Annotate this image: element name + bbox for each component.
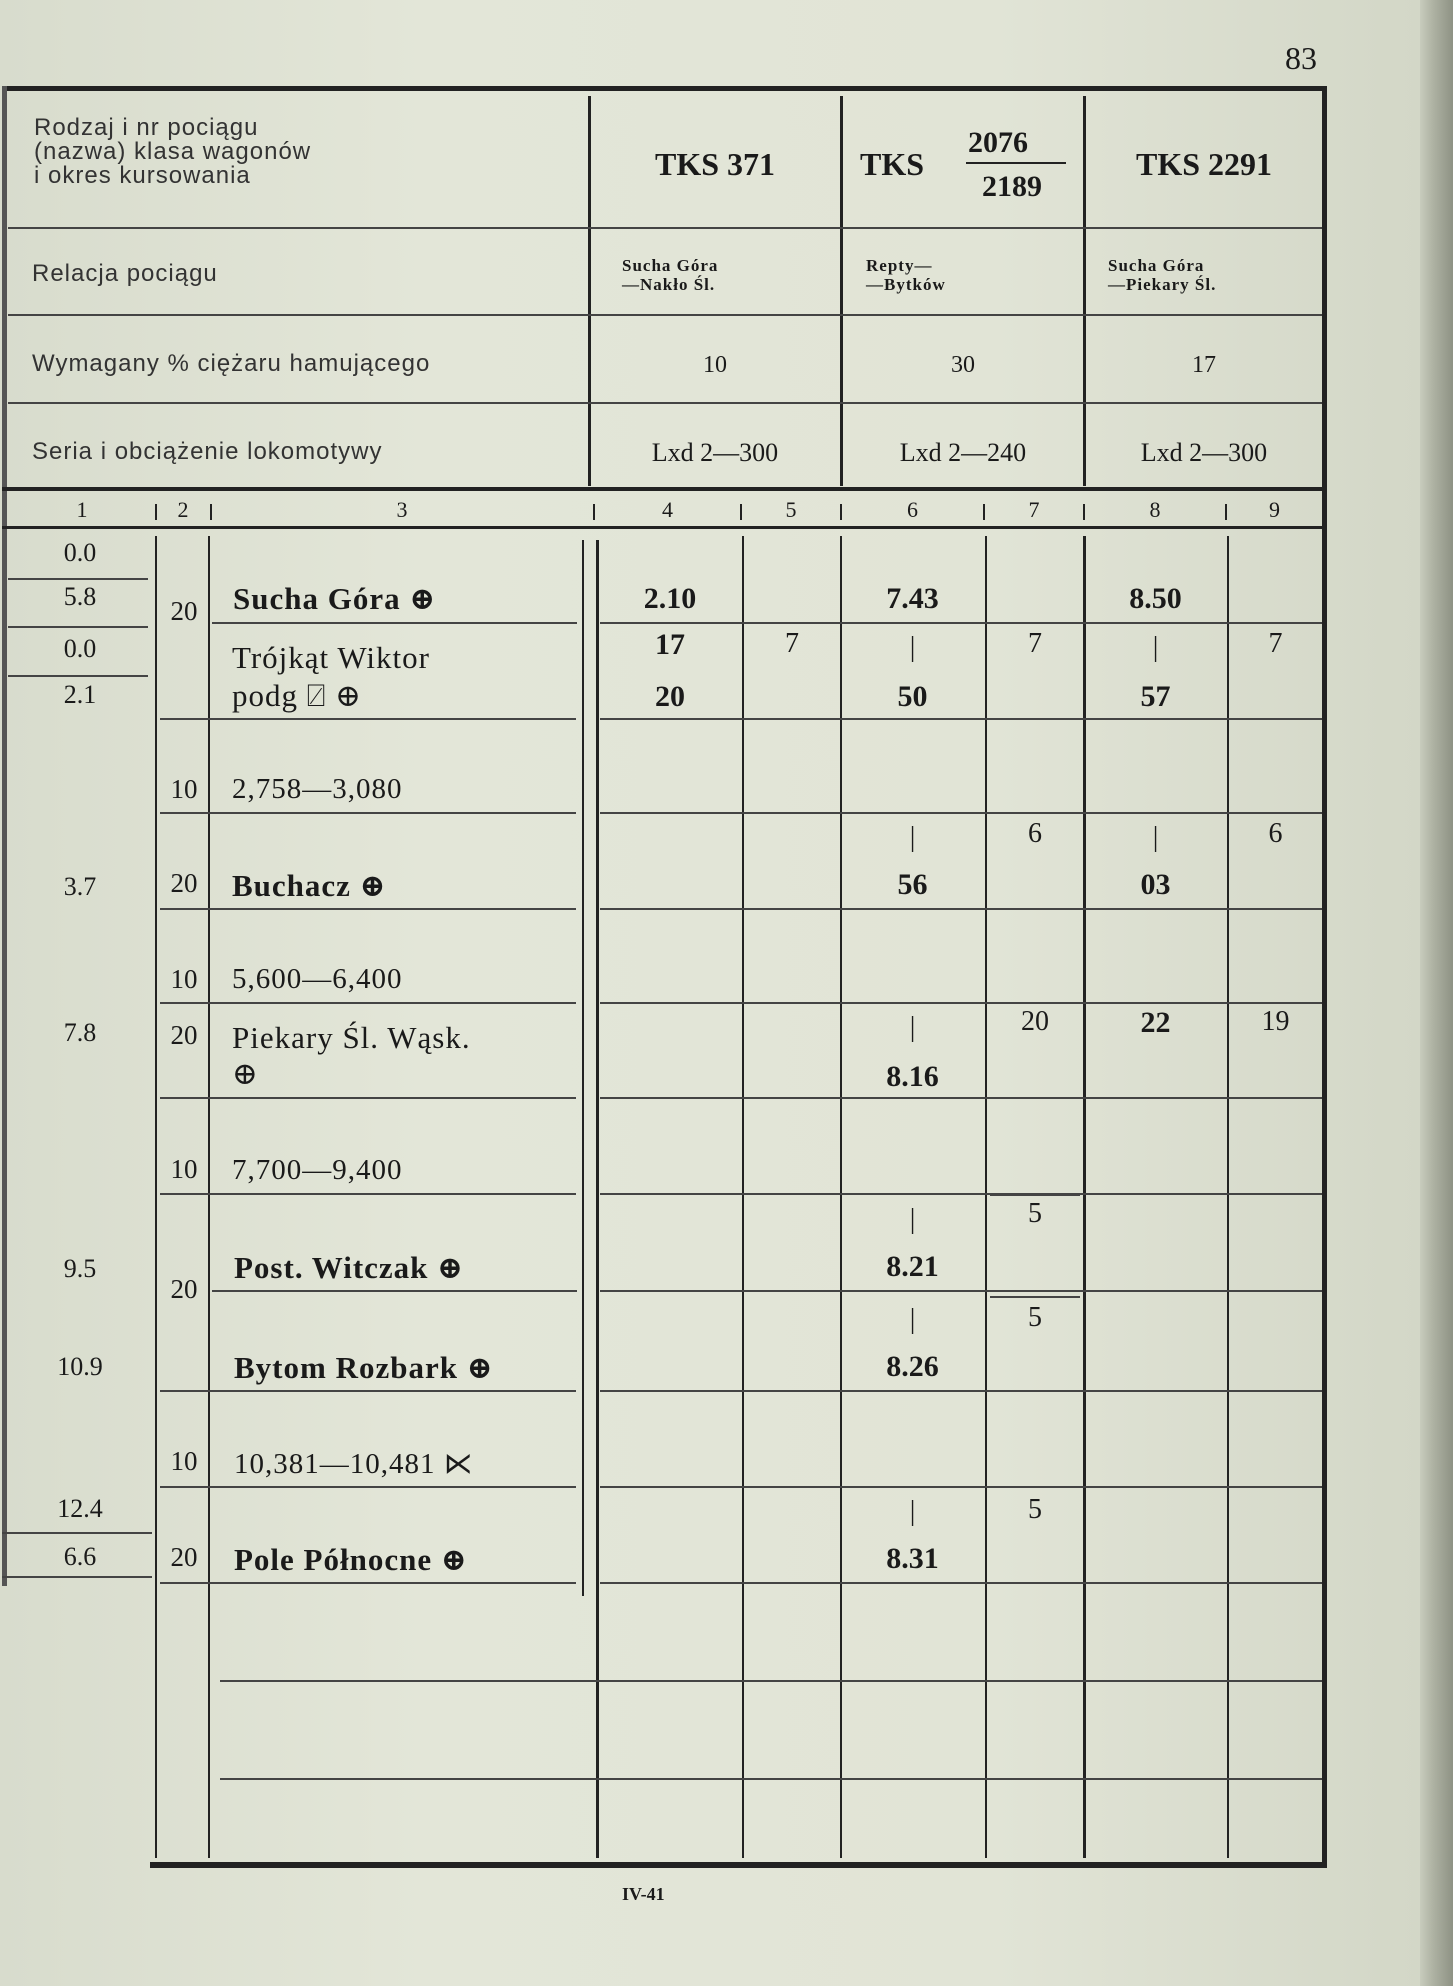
row-line-range3-times: [600, 1193, 1322, 1195]
speed-5: 10: [170, 1154, 198, 1184]
train-2-fraction-bar: [966, 162, 1066, 164]
row-line-range4: [160, 1486, 576, 1488]
c4-trojkat-arr: 17: [655, 628, 685, 661]
station-piekary-line1: Piekary Śl. Wąsk.: [232, 1020, 471, 1055]
train-2-relation-line2: —Bytków: [866, 275, 946, 294]
header-row1-line1: Rodzaj i nr pociągu: [34, 114, 259, 141]
c6-trojkat-dep: 50: [897, 680, 928, 713]
c9-run-2: 6: [1268, 818, 1283, 849]
row-line-range1-times: [600, 812, 1322, 814]
speed-2: 20: [170, 868, 198, 898]
c6-piekary-pass: |: [909, 1012, 916, 1043]
header-row-line-3: [8, 402, 1322, 404]
km-line-2: [8, 626, 148, 628]
body-vline-c67: [985, 536, 987, 1858]
range-4: 10,381—10,481 ⋉: [234, 1448, 474, 1480]
train-3-relation: [1108, 256, 1216, 294]
km-line-5: [2, 1576, 152, 1578]
body-vline-c45: [742, 536, 744, 1858]
row-line-range2-times: [600, 1002, 1322, 1004]
time-subline-1: [990, 622, 1080, 624]
body-vline-station-a: [582, 540, 584, 1596]
station-buchacz: Buchacz ⊕: [232, 868, 387, 903]
c7-run-4: 5: [1028, 1198, 1042, 1229]
row-line-piekary: [160, 1097, 576, 1099]
c7-run-1: 7: [1028, 628, 1042, 659]
km-line-1: [8, 578, 148, 580]
frame-top: [2, 86, 1327, 91]
speed-0: 20: [170, 596, 198, 626]
page-footer: IV-41: [622, 1884, 665, 1904]
c8-buchacz-pass: |: [1152, 822, 1159, 853]
c6-piekary-time: 8.16: [886, 1060, 939, 1093]
km-line-4: [2, 1532, 152, 1534]
page-edge: [1420, 0, 1453, 1986]
row-line-buchacz-times: [600, 908, 1322, 910]
c4-trojkat-dep: 20: [655, 680, 685, 713]
c6-rozbark-pass: |: [909, 1304, 916, 1335]
body-vline-station-b: [596, 540, 599, 1858]
header-row1-label: [34, 116, 311, 188]
c6-buchacz-time: 56: [897, 868, 928, 901]
row-line-empty-2: [220, 1778, 1322, 1780]
speed-4: 20: [170, 1020, 198, 1050]
km-9: 6.6: [63, 1542, 97, 1571]
c6-trojkat-pass: |: [909, 632, 916, 663]
row-line-sucha-times: [600, 622, 1322, 624]
c8-trojkat-pass: |: [1152, 632, 1159, 663]
colnum-6: 6: [907, 497, 918, 522]
header-row1-line3: i okres kursowania: [34, 162, 251, 189]
c6-pole-time: 8.31: [886, 1542, 939, 1575]
km-2: 0.0: [63, 634, 97, 663]
row-line-piekary-times: [600, 1097, 1322, 1099]
header-row3-label: Wymagany % ciężaru hamującego: [32, 350, 431, 377]
row-line-witczak-times: [600, 1290, 1322, 1292]
row-line-trojkat: [160, 718, 576, 720]
row-line-pole-times: [600, 1582, 1322, 1584]
c5-trojkat-stop: 7: [785, 628, 799, 659]
speed-1: 10: [170, 774, 198, 804]
c7-run-3: 20: [1021, 1006, 1049, 1037]
frame-left: [2, 86, 7, 1586]
train-2-relation-line1: Repty—: [866, 256, 933, 275]
header-row-line-1: [8, 227, 1322, 229]
range-3: 7,700—9,400: [232, 1154, 403, 1186]
station-witczak: Post. Witczak ⊕: [234, 1250, 465, 1285]
train-1-relation: [622, 256, 718, 294]
body-vline-c56: [840, 536, 842, 1858]
colnum-8: 8: [1149, 497, 1161, 522]
time-subline-3: [990, 1296, 1080, 1298]
train-1-relation-line1: Sucha Góra: [622, 256, 719, 275]
c7-run-2: 6: [1028, 818, 1042, 849]
train-3-name: TKS 2291: [1135, 146, 1273, 182]
header-row4-label: Seria i obciążenie lokomotywy: [32, 438, 383, 465]
station-piekary-line2: ⊕: [232, 1056, 259, 1091]
train-1-loco: Lxd 2—300: [651, 438, 779, 467]
c7-run-6: 5: [1028, 1494, 1042, 1525]
station-pole-polnocne: Pole Północne ⊕: [234, 1542, 468, 1577]
speed-3: 10: [170, 964, 198, 994]
train-3-relation-line2: —Piekary Śl.: [1108, 275, 1217, 294]
c6-rozbark-time: 8.26: [886, 1350, 939, 1383]
header-bottom-line: [2, 487, 1327, 491]
c6-buchacz-pass: |: [909, 822, 916, 853]
train-1-name: TKS 371: [654, 146, 776, 182]
colnum-1: 1: [76, 497, 88, 522]
row-line-rozbark-times: [600, 1390, 1322, 1392]
row-line-range2: [160, 1002, 576, 1004]
km-7: 10.9: [57, 1352, 103, 1381]
km-8: 12.4: [57, 1494, 103, 1523]
station-bytom-rozbark: Bytom Rozbark ⊕: [234, 1350, 494, 1385]
train-1-brake: 10: [703, 352, 727, 378]
row-line-rozbark: [160, 1390, 576, 1392]
colnum-9: 9: [1269, 497, 1280, 522]
km-4: 3.7: [63, 872, 97, 901]
speed-6: 20: [170, 1274, 198, 1304]
c9-run-3: 19: [1261, 1006, 1290, 1037]
colnum-bottom-line: [2, 526, 1327, 529]
speed-7: 10: [170, 1446, 198, 1476]
frame-right: [1322, 86, 1327, 1868]
header-row1-line2: (nazwa) klasa wagonów: [34, 138, 312, 165]
row-line-witczak: [212, 1290, 577, 1292]
train-2-brake: 30: [951, 352, 975, 378]
c6-pole-pass: |: [909, 1496, 916, 1527]
km-line-3: [8, 675, 148, 677]
row-line-range1: [160, 812, 576, 814]
frame-bottom: [150, 1862, 1327, 1868]
km-3: 2.1: [63, 680, 97, 709]
row-line-buchacz: [160, 908, 576, 910]
train-1-relation-line2: —Nakło Śl.: [622, 275, 716, 294]
station-sucha-gora: Sucha Góra ⊕: [233, 581, 437, 616]
body-vline-km: [155, 536, 157, 1858]
c9-run-1: 7: [1268, 628, 1283, 659]
colnum-2: 2: [177, 497, 189, 522]
c8-piekary-time: 22: [1140, 1006, 1171, 1039]
header-row-line-2: [8, 314, 1322, 316]
row-line-sucha: [212, 622, 577, 624]
c8-buchacz-time: 03: [1140, 868, 1171, 901]
body-vline-c78: [1083, 536, 1086, 1858]
train-2-numerator: 2076: [968, 126, 1028, 159]
row-line-pole: [160, 1582, 576, 1584]
c6-sucha-time: 7.43: [886, 582, 939, 615]
row-line-trojkat-times: [600, 718, 1322, 720]
km-5: 7.8: [63, 1018, 97, 1047]
train-3-loco: Lxd 2—300: [1140, 438, 1268, 467]
c8-trojkat-dep: 57: [1140, 680, 1171, 713]
body-vline-c89: [1227, 536, 1229, 1858]
c4-sucha-time: 2.10: [643, 582, 697, 615]
c6-witczak-time: 8.21: [886, 1250, 939, 1283]
train-2-loco: Lxd 2—240: [899, 438, 1027, 467]
train-3-brake: 17: [1192, 352, 1216, 378]
train-3-relation-line1: Sucha Góra: [1108, 256, 1205, 275]
c8-sucha-time: 8.50: [1129, 582, 1182, 615]
station-trojkat-line2: podg ⍁ ⊕: [232, 678, 363, 713]
range-2: 5,600—6,400: [232, 963, 403, 995]
km-1: 5.8: [63, 582, 97, 611]
colnum-7: 7: [1028, 497, 1040, 522]
range-1: 2,758—3,080: [232, 773, 403, 805]
row-line-empty-1: [220, 1680, 1322, 1682]
km-0: 0.0: [63, 538, 97, 567]
header-row2-label: Relacja pociągu: [32, 260, 218, 287]
train-2-relation: [866, 256, 946, 294]
colnum-4: 4: [662, 497, 673, 522]
station-trojkat-line1: Trójkąt Wiktor: [232, 640, 430, 675]
row-line-range4-times: [600, 1486, 1322, 1488]
page-number: 83: [1285, 40, 1317, 76]
train-2-prefix: TKS: [860, 146, 925, 182]
c6-witczak-pass: |: [909, 1204, 916, 1235]
km-6: 9.5: [63, 1254, 97, 1283]
colnum-5: 5: [785, 497, 797, 522]
speed-8: 20: [170, 1542, 198, 1572]
colnum-3: 3: [396, 497, 408, 522]
c7-run-5: 5: [1028, 1302, 1042, 1333]
train-2-denominator: 2189: [982, 170, 1042, 203]
header-divider-2: [840, 96, 843, 486]
row-line-range3: [160, 1193, 576, 1195]
time-subline-2: [990, 1194, 1080, 1196]
body-vline-speed: [208, 536, 210, 1858]
